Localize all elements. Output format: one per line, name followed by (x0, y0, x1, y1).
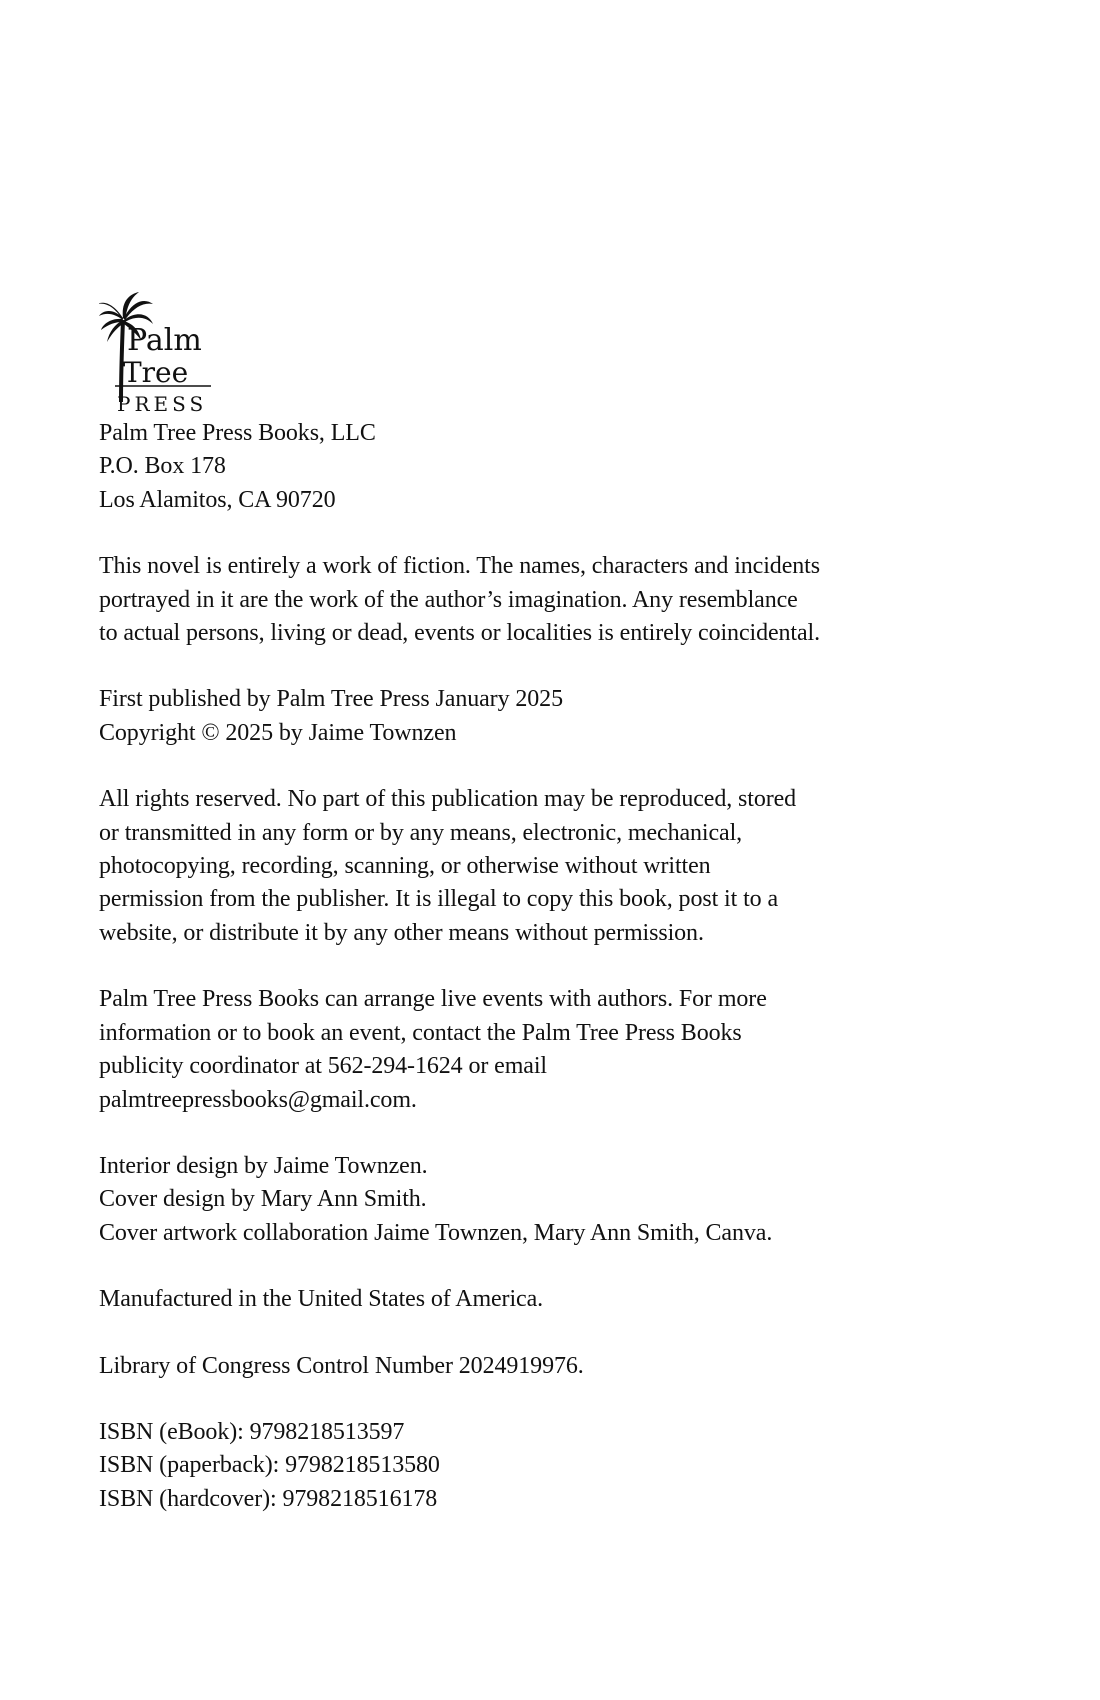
palm-tree-press-logo (99, 290, 229, 415)
address-line: Palm Tree Press Books, LLC (99, 420, 376, 446)
rights-line: or transmitted in any form or by any means, electronic, mechanical, (99, 819, 743, 846)
cover-design-credit: Cover design by Mary Ann Smith. (99, 1186, 427, 1213)
events-line: information or to book an event, contact the Palm Tree Press Books (99, 1019, 742, 1046)
isbn-hardcover: ISBN (hardcover): 9798218516178 (99, 1485, 438, 1512)
rights-line: All rights reserved. No part of this publication may be reproduced, stored (99, 786, 797, 813)
manufactured-line: Manufactured in the United States of America. (99, 1286, 544, 1313)
rights-reserved (99, 783, 979, 950)
manufacturing-info (99, 1283, 979, 1316)
address-line: Los Alamitos, CA 90720 (99, 486, 336, 513)
logo-text-press: PRESS (117, 392, 208, 415)
address-line: P.O. Box 178 (99, 453, 226, 480)
publisher-address (99, 417, 979, 517)
events-contact (99, 983, 979, 1117)
events-line: publicity coordinator at 562-294-1624 or email (99, 1053, 547, 1080)
disclaimer-line: This novel is entirely a work of fiction. The names, characters and incidents (99, 553, 820, 580)
interior-design-credit: Interior design by Jaime Townzen. (99, 1152, 428, 1179)
logo-text-tree: Tree (123, 356, 189, 389)
copyright-page (99, 290, 979, 1516)
rights-line: permission from the publisher. It is illegal to copy this book, post it to a (99, 886, 779, 913)
contact-email: palmtreepressbooks@gmail.com. (99, 1086, 417, 1113)
publication-info (99, 683, 979, 750)
rights-line: website, or distribute it by any other means without permission. (99, 919, 704, 946)
isbn-list (99, 1416, 979, 1516)
lccn-info (99, 1350, 979, 1383)
lccn-line: Library of Congress Control Number 2024919976. (99, 1352, 584, 1379)
disclaimer-line: to actual persons, living or dead, events or localities is entirely coincidental. (99, 620, 821, 647)
isbn-ebook: ISBN (eBook): 9798218513597 (99, 1418, 405, 1445)
design-credits (99, 1150, 979, 1250)
logo-text-palm: Palm (127, 323, 202, 358)
copyright-notice: Copyright © 2025 by Jaime Townzen (99, 719, 457, 746)
first-published: First published by Palm Tree Press January 2025 (99, 686, 563, 713)
disclaimer-line: portrayed in it are the work of the author’s imagination. Any resemblance (99, 586, 798, 613)
fiction-disclaimer (99, 550, 979, 650)
isbn-paperback: ISBN (paperback): 9798218513580 (99, 1452, 440, 1479)
palm-tree-icon (99, 290, 229, 415)
cover-artwork-credit: Cover artwork collaboration Jaime Townzen, Mary Ann Smith, Canva. (99, 1219, 773, 1246)
events-line: Palm Tree Press Books can arrange live events with authors. For more (99, 986, 767, 1013)
rights-line: photocopying, recording, scanning, or otherwise without written (99, 853, 711, 880)
